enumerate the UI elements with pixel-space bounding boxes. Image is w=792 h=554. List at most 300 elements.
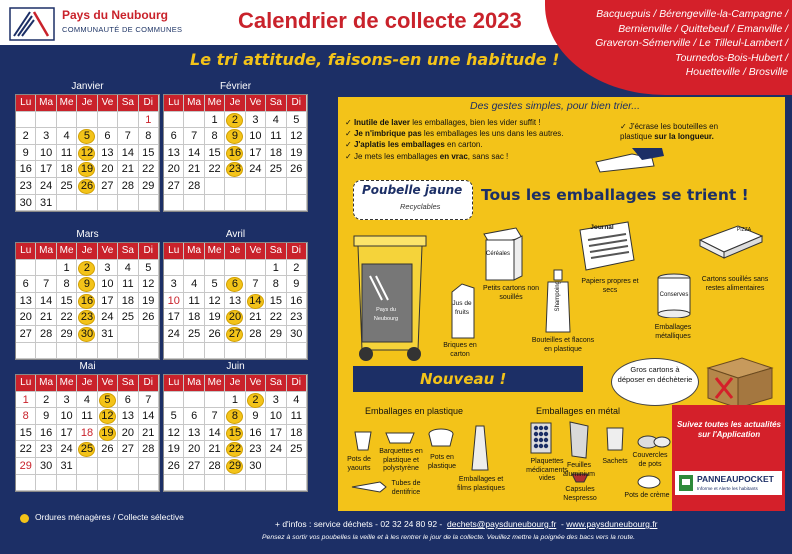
weekday-header: Me xyxy=(57,243,77,260)
all-packaging-headline: Tous les emballages se trient ! xyxy=(481,186,749,204)
plastic-item-label: Pots en plastique xyxy=(427,454,457,470)
day-cell: 23 xyxy=(16,178,36,195)
org-name: Pays du Neubourg xyxy=(62,8,169,22)
commune-line: Houetteville / Brosville xyxy=(685,67,788,79)
empty-cell xyxy=(164,260,184,277)
day-cell: 22 xyxy=(266,309,286,326)
weekday-header: Lu xyxy=(164,375,184,392)
empty-cell xyxy=(36,343,56,360)
juice-label: Jus de fruits xyxy=(452,300,472,316)
day-cell: 11 xyxy=(57,145,77,162)
weekday-header: Sa xyxy=(118,95,138,112)
weekday-header: Ve xyxy=(98,375,118,392)
commune-line: Tournedos-Bois-Hubert / xyxy=(675,52,788,64)
day-cell: 4 xyxy=(77,392,97,409)
weekday-header: Ma xyxy=(184,95,204,112)
weekday-header: Lu xyxy=(16,375,36,392)
day-cell: 28 xyxy=(205,458,225,475)
day-cell: 19 xyxy=(139,293,159,310)
day-cell: 30 xyxy=(16,195,36,212)
day-cell: 29 xyxy=(57,326,77,343)
day-cell: 8 xyxy=(139,128,159,145)
day-cell: 3 xyxy=(164,276,184,293)
day-cell: 14 xyxy=(184,145,204,162)
weekday-header: Je xyxy=(225,243,245,260)
plastic-film-icon xyxy=(468,424,492,472)
month-grid xyxy=(163,374,308,492)
collection-day-cell: 14 xyxy=(246,293,266,310)
day-cell: 28 xyxy=(184,178,204,195)
aluminium-foil-icon xyxy=(566,420,592,460)
month-name: Avril xyxy=(225,229,246,240)
day-cell: 8 xyxy=(266,276,286,293)
day-cell: 29 xyxy=(266,326,286,343)
day-cell: 3 xyxy=(36,128,56,145)
day-cell: 27 xyxy=(164,178,184,195)
day-cell: 12 xyxy=(205,293,225,310)
panneaupocket-subtitle: Informe et Alerte les habitants xyxy=(697,486,758,491)
day-cell: 1 xyxy=(139,112,159,129)
empty-cell xyxy=(184,195,204,212)
empty-cell xyxy=(139,458,159,475)
day-cell: 15 xyxy=(16,425,36,442)
collection-day-cell: 26 xyxy=(77,178,97,195)
day-cell: 12 xyxy=(139,276,159,293)
day-cell: 1 xyxy=(16,392,36,409)
collection-day-cell: 8 xyxy=(225,408,245,425)
day-cell: 3 xyxy=(98,260,118,277)
day-cell: 27 xyxy=(16,326,36,343)
collection-day-cell: 22 xyxy=(225,441,245,458)
day-cell: 9 xyxy=(36,408,56,425)
empty-cell xyxy=(57,475,77,492)
collection-day-cell: 25 xyxy=(77,441,97,458)
commune-line: Graveron-Sémerville / Le Tilleul-Lambert / xyxy=(595,38,788,50)
day-cell: 2 xyxy=(287,260,307,277)
tip-item: ✓ J'aplatis les emballages en carton. xyxy=(345,140,483,150)
info-title: Des gestes simples, pour bien trier... xyxy=(470,100,641,112)
email-link[interactable]: dechets@paysduneubourg.fr xyxy=(446,519,557,529)
logo-icon xyxy=(8,6,56,42)
legend-text: Ordures ménagères / Collecte sélective xyxy=(35,512,184,522)
collection-day-cell: 19 xyxy=(77,161,97,178)
collection-day-cell: 12 xyxy=(98,408,118,425)
commune-line: Bacquepuis / Bérengeville-la-Campagne / xyxy=(596,9,788,20)
collection-day-cell: 23 xyxy=(77,309,97,326)
tips-list xyxy=(345,117,564,162)
day-cell: 1 xyxy=(205,112,225,129)
weekday-header: Je xyxy=(225,375,245,392)
metal-item-label: Plaquettes médicaments vides xyxy=(526,458,568,482)
empty-cell xyxy=(16,112,36,129)
tip-crush-bottles: ✓ J'écrase les bouteilles en plastique sur la longueur. xyxy=(620,122,719,141)
panneaupocket-icon xyxy=(678,474,694,492)
empty-cell xyxy=(77,475,97,492)
empty-cell xyxy=(139,195,159,212)
empty-cell xyxy=(36,112,56,129)
empty-cell xyxy=(246,178,266,195)
day-cell: 25 xyxy=(266,161,286,178)
day-cell: 29 xyxy=(139,178,159,195)
empty-cell xyxy=(205,392,225,409)
yogurt-pot-icon xyxy=(352,428,374,452)
month-grid xyxy=(163,94,308,212)
empty-cell xyxy=(98,343,118,360)
crossed-box-icon xyxy=(702,354,776,408)
empty-cell xyxy=(205,475,225,492)
day-cell: 4 xyxy=(287,392,307,409)
empty-cell xyxy=(266,458,286,475)
empty-cell xyxy=(205,195,225,212)
empty-cell xyxy=(287,475,307,492)
day-cell: 24 xyxy=(57,441,77,458)
pizza-box-icon xyxy=(696,220,766,262)
day-cell: 21 xyxy=(246,309,266,326)
cream-pot-icon xyxy=(636,474,662,490)
empty-cell xyxy=(205,260,225,277)
day-cell: 27 xyxy=(184,458,204,475)
day-cell: 2 xyxy=(16,128,36,145)
day-cell: 11 xyxy=(77,408,97,425)
day-cell: 28 xyxy=(139,441,159,458)
day-cell: 14 xyxy=(205,425,225,442)
empty-cell xyxy=(287,195,307,212)
day-cell: 10 xyxy=(164,293,184,310)
collection-day-cell: 6 xyxy=(225,276,245,293)
day-cell: 10 xyxy=(57,408,77,425)
day-cell: 15 xyxy=(266,293,286,310)
day-cell: 9 xyxy=(287,276,307,293)
empty-cell xyxy=(225,343,245,360)
day-cell: 16 xyxy=(246,425,266,442)
month-grid xyxy=(15,94,160,212)
day-cell: 5 xyxy=(287,112,307,129)
day-cell: 29 xyxy=(16,458,36,475)
metal-item-label: Feuilles aluminium xyxy=(563,462,595,478)
day-cell: 2 xyxy=(36,392,56,409)
day-cell: 1 xyxy=(225,392,245,409)
day-cell: 17 xyxy=(164,309,184,326)
day-cell: 10 xyxy=(98,276,118,293)
day-cell: 25 xyxy=(184,326,204,343)
plastic-item-label: Pots de yaourts xyxy=(347,456,371,472)
empty-cell xyxy=(36,260,56,277)
day-cell: 1 xyxy=(57,260,77,277)
day-cell: 26 xyxy=(205,326,225,343)
cartons-briques-label: Briques en carton xyxy=(443,342,477,358)
empty-cell xyxy=(287,458,307,475)
day-cell: 19 xyxy=(205,309,225,326)
header xyxy=(0,0,560,45)
day-cell: 10 xyxy=(36,145,56,162)
day-cell: 13 xyxy=(98,145,118,162)
day-cell: 24 xyxy=(36,178,56,195)
day-cell: 31 xyxy=(36,195,56,212)
day-cell: 26 xyxy=(164,458,184,475)
day-cell: 15 xyxy=(205,145,225,162)
weekday-header: Ve xyxy=(246,375,266,392)
dirty-cartons-label: Cartons souillés sans restes alimentaires xyxy=(701,276,769,292)
yellow-bin-icon xyxy=(348,228,432,362)
day-cell: 6 xyxy=(184,408,204,425)
empty-cell xyxy=(77,195,97,212)
day-cell: 22 xyxy=(205,161,225,178)
weekday-header: Me xyxy=(205,243,225,260)
day-cell: 8 xyxy=(205,128,225,145)
day-cell: 30 xyxy=(246,458,266,475)
empty-cell xyxy=(139,326,159,343)
weekday-header: Ve xyxy=(98,243,118,260)
day-cell: 6 xyxy=(164,128,184,145)
bottles-label: Bouteilles et flacons en plastique xyxy=(531,337,595,353)
empty-cell xyxy=(118,195,138,212)
empty-cell xyxy=(16,260,36,277)
day-cell: 5 xyxy=(164,408,184,425)
day-cell: 20 xyxy=(98,161,118,178)
plastic-pot-icon xyxy=(426,426,456,450)
day-cell: 18 xyxy=(287,425,307,442)
day-cell: 20 xyxy=(16,309,36,326)
weekday-header: Ma xyxy=(184,243,204,260)
day-cell: 17 xyxy=(266,425,286,442)
yellow-bin-title: Poubelle jaune xyxy=(362,183,463,197)
weekday-header: Ma xyxy=(36,375,56,392)
weekday-header: Di xyxy=(287,243,307,260)
empty-cell xyxy=(184,343,204,360)
day-cell: 7 xyxy=(36,276,56,293)
weekday-header: Di xyxy=(139,375,159,392)
sachet-icon xyxy=(604,426,626,452)
day-cell: 13 xyxy=(184,425,204,442)
empty-cell xyxy=(246,475,266,492)
day-cell: 24 xyxy=(246,161,266,178)
month-grid xyxy=(15,374,160,492)
empty-cell xyxy=(184,260,204,277)
empty-cell xyxy=(57,112,77,129)
day-cell: 8 xyxy=(16,408,36,425)
contact-line: + d'infos : service déchets - 02 32 24 80 92 - dechets@paysduneubourg.fr - www.paysduneubourg.fr xyxy=(275,519,658,529)
collection-day-cell: 5 xyxy=(98,392,118,409)
collection-day-cell: 9 xyxy=(77,276,97,293)
empty-cell xyxy=(266,343,286,360)
conserves-label: Conserves xyxy=(659,292,689,298)
weekday-header: Ve xyxy=(246,95,266,112)
empty-cell xyxy=(225,475,245,492)
day-cell: 11 xyxy=(266,128,286,145)
day-cell: 28 xyxy=(36,326,56,343)
collection-day-cell: 27 xyxy=(225,326,245,343)
day-cell: 13 xyxy=(225,293,245,310)
day-cell: 26 xyxy=(98,441,118,458)
day-cell: 16 xyxy=(36,425,56,442)
day-cell: 15 xyxy=(139,145,159,162)
contact-label: + d'infos : service déchets - 02 32 24 80 92 - xyxy=(275,519,443,529)
day-cell: 25 xyxy=(57,178,77,195)
footer-note: Pensez à sortir vos poubelles la veille et à les rentrer le jour de la collecte. Veuillez mettre la poignée des bacs vers la route. xyxy=(262,534,636,541)
weekday-header: Me xyxy=(57,375,77,392)
website-link[interactable]: www.paysduneubourg.fr xyxy=(566,519,658,529)
day-cell: 23 xyxy=(287,309,307,326)
small-cartons-label: Petits cartons non souillés xyxy=(482,285,540,301)
empty-cell xyxy=(246,343,266,360)
month-calendar-fevrier xyxy=(163,80,308,212)
day-cell: 24 xyxy=(98,309,118,326)
metal-packaging-label: Emballages métalliques xyxy=(654,324,692,340)
collection-day-cell: 2 xyxy=(225,112,245,129)
shampoo-label: Shampoing xyxy=(554,281,561,312)
cereal-label: Céréales xyxy=(486,251,511,257)
day-cell: 19 xyxy=(164,441,184,458)
day-cell: 24 xyxy=(266,441,286,458)
weekday-header: Me xyxy=(205,375,225,392)
empty-cell xyxy=(164,343,184,360)
weekday-header: Je xyxy=(225,95,245,112)
blister-pack-icon xyxy=(530,422,552,454)
org-subtitle: COMMUNAUTÉ DE COMMUNES xyxy=(62,25,183,34)
day-cell: 20 xyxy=(164,161,184,178)
day-cell: 22 xyxy=(16,441,36,458)
slogan: Le tri attitude, faisons-en une habitude ! xyxy=(190,50,560,69)
day-cell: 13 xyxy=(118,408,138,425)
day-cell: 8 xyxy=(57,276,77,293)
day-cell: 17 xyxy=(36,161,56,178)
collection-day-cell: 29 xyxy=(225,458,245,475)
empty-cell xyxy=(266,475,286,492)
day-cell: 6 xyxy=(98,128,118,145)
day-cell: 18 xyxy=(184,309,204,326)
day-cell: 5 xyxy=(205,276,225,293)
weekday-header: Di xyxy=(139,243,159,260)
bin-logo-label: Pays du Neubourg xyxy=(373,307,399,322)
day-cell: 31 xyxy=(98,326,118,343)
empty-cell xyxy=(205,343,225,360)
metal-item-label: Couvercles de pots xyxy=(632,452,668,468)
empty-cell xyxy=(164,195,184,212)
day-cell: 3 xyxy=(266,392,286,409)
day-cell: 13 xyxy=(164,145,184,162)
page-title: Calendrier de collecte 2023 xyxy=(238,8,522,33)
day-cell: 7 xyxy=(184,128,204,145)
day-cell: 27 xyxy=(98,178,118,195)
day-cell: 3 xyxy=(57,392,77,409)
month-name: Juin xyxy=(226,361,245,372)
day-cell: 31 xyxy=(57,458,77,475)
empty-cell xyxy=(225,178,245,195)
day-cell: 21 xyxy=(184,161,204,178)
day-cell: 10 xyxy=(266,408,286,425)
day-cell: 18 xyxy=(57,161,77,178)
day-cell: 9 xyxy=(16,145,36,162)
day-cell: 20 xyxy=(184,441,204,458)
metal-heading: Emballages en métal xyxy=(536,406,621,416)
weekday-header: Di xyxy=(139,95,159,112)
weekday-header: Ma xyxy=(184,375,204,392)
day-cell: 14 xyxy=(139,408,159,425)
day-cell: 20 xyxy=(118,425,138,442)
weekday-header: Sa xyxy=(118,375,138,392)
collection-day-cell: 30 xyxy=(77,326,97,343)
day-cell: 11 xyxy=(287,408,307,425)
weekday-header: Me xyxy=(57,95,77,112)
weekday-header: Sa xyxy=(266,243,286,260)
empty-cell xyxy=(77,343,97,360)
month-calendar-mai xyxy=(15,360,160,492)
empty-cell xyxy=(287,178,307,195)
plastic-item-label: Tubes de dentifrice xyxy=(391,480,421,496)
empty-cell xyxy=(164,112,184,129)
weekday-header: Ve xyxy=(98,95,118,112)
day-cell: 14 xyxy=(118,145,138,162)
communes-list xyxy=(566,8,788,81)
day-cell: 21 xyxy=(36,309,56,326)
month-calendar-juin xyxy=(163,360,308,492)
day-cell: 9 xyxy=(246,408,266,425)
empty-cell xyxy=(57,343,77,360)
day-cell: 7 xyxy=(205,408,225,425)
plastic-heading: Emballages en plastique xyxy=(365,406,464,416)
empty-cell xyxy=(205,178,225,195)
yellow-bin-subtitle: Recyclables xyxy=(400,202,441,211)
month-calendar-janvier xyxy=(15,80,160,212)
month-name: Février xyxy=(219,81,252,92)
collection-day-cell: 12 xyxy=(77,145,97,162)
day-cell: 17 xyxy=(246,145,266,162)
weekday-header: Ve xyxy=(246,243,266,260)
weekday-header: Lu xyxy=(164,95,184,112)
empty-cell xyxy=(16,343,36,360)
collection-day-cell: 5 xyxy=(77,128,97,145)
empty-cell xyxy=(184,392,204,409)
empty-cell xyxy=(164,392,184,409)
collection-day-cell: 9 xyxy=(225,128,245,145)
empty-cell xyxy=(118,112,138,129)
collection-day-cell: 23 xyxy=(225,161,245,178)
weekday-header: Lu xyxy=(16,95,36,112)
empty-cell xyxy=(225,260,245,277)
day-cell: 6 xyxy=(16,276,36,293)
plastic-item-label: Barquettes en plastique et polystyrène xyxy=(379,448,423,472)
empty-cell xyxy=(16,475,36,492)
empty-cell xyxy=(118,475,138,492)
paper-label: Papiers propres et secs xyxy=(581,278,639,294)
day-cell: 1 xyxy=(266,260,286,277)
empty-cell xyxy=(77,458,97,475)
day-cell: 23 xyxy=(246,441,266,458)
weekday-header: Ma xyxy=(36,243,56,260)
legend-dot-icon xyxy=(20,514,29,523)
day-cell: 26 xyxy=(139,309,159,326)
day-cell: 21 xyxy=(118,161,138,178)
empty-cell xyxy=(266,178,286,195)
collection-day-cell: 16 xyxy=(77,293,97,310)
collection-day-cell: 15 xyxy=(225,425,245,442)
empty-cell xyxy=(77,112,97,129)
day-cell: 4 xyxy=(118,260,138,277)
metal-item-label: Pots de crème xyxy=(624,492,670,499)
day-cell: 7 xyxy=(139,392,159,409)
day-cell: 23 xyxy=(36,441,56,458)
weekday-header: Di xyxy=(287,95,307,112)
day-cell: 21 xyxy=(139,425,159,442)
weekday-header: Je xyxy=(77,95,97,112)
day-cell: 26 xyxy=(287,161,307,178)
weekday-header: Je xyxy=(77,243,97,260)
month-calendar-avril xyxy=(163,228,308,360)
crushed-bottle-icon xyxy=(592,142,672,174)
weekday-header: Lu xyxy=(16,243,36,260)
lids-icon xyxy=(636,432,672,452)
day-cell: 21 xyxy=(205,441,225,458)
